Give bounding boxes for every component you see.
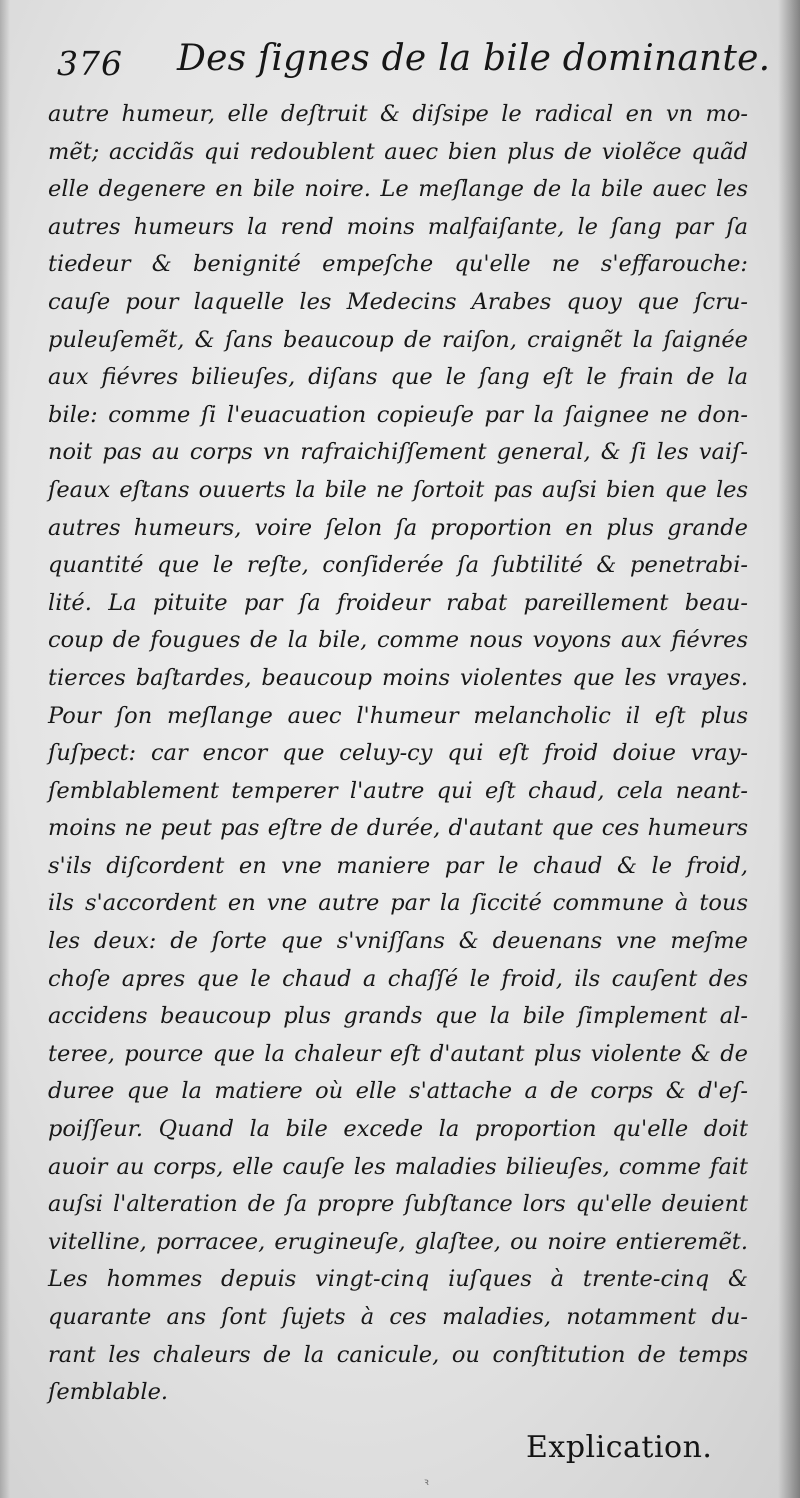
signature-mark: ꝛ [424, 1477, 429, 1488]
text-line: duree que la matiere où elle s'attache a de corps & d'eſ- [48, 1078, 748, 1105]
text-line: autres humeurs la rend moins malfaiſante, le ſang par ſa [48, 213, 748, 240]
text-line: auoir au corps, elle cauſe les maladies bilieuſes, comme fait [48, 1153, 748, 1180]
text-line: s'ils diſcordent en vne maniere par le chaud & le froid, [48, 852, 748, 879]
text-line: choſe apres que le chaud a chaſſé le froid, ils cauſent des [48, 965, 748, 992]
text-line: teree, pource que la chaleur eſt d'autant plus violente & de [48, 1040, 748, 1067]
text-line: accidens beaucoup plus grands que la bile ſimplement al- [48, 1003, 748, 1030]
page-number: 376 [57, 44, 123, 83]
catchword: Explication. [526, 1430, 713, 1465]
text-line: cauſe pour laquelle les Medecins Arabes quoy que ſcru- [48, 288, 748, 315]
text-line: bile: comme ſi l'euacuation copieuſe par la ſaignee ne don- [48, 401, 748, 428]
running-title: Des ſignes de la bile dominante. [177, 38, 771, 79]
body-text [48, 96, 748, 1412]
text-line: Les hommes depuis vingt-cinq iuſques à trente-cinq & [48, 1266, 748, 1293]
text-line: poiſſeur. Quand la bile excede la proportion qu'elle doit [48, 1116, 748, 1143]
text-line: ſeaux eſtans ouuerts la bile ne ſortoit pas auſsi bien que les [48, 476, 748, 503]
text-line: aux fiévres bilieuſes, diſans que le ſang eſt le frain de la [48, 364, 748, 391]
text-line: moins ne peut pas eſtre de durée, d'autant que ces humeurs [48, 815, 748, 842]
text-line: les deux: de ſorte que s'vniſſans & deuenans vne meſme [48, 928, 748, 955]
text-line: ſuſpect: car encor que celuy-cy qui eſt froid doiue vray- [48, 740, 748, 767]
text-line: noit pas au corps vn rafraichiſſement general, & ſi les vaiſ- [48, 439, 748, 466]
text-line: ils s'accordent en vne autre par la ſiccité commune à tous [48, 890, 748, 917]
text-line: quantité que le reſte, conſiderée ſa ſubtilité & penetrabi- [48, 552, 748, 579]
text-line: autres humeurs, voire ſelon ſa proportion en plus grande [48, 514, 748, 541]
page-header [57, 36, 771, 92]
text-line: ſemblable. [48, 1379, 169, 1406]
text-line: puleuſemẽt, & ſans beaucoup de raiſon, craignẽt la ſaignée [48, 326, 748, 353]
text-line: lité. La pituite par ſa froideur rabat pareillement beau- [48, 589, 748, 616]
text-line: tiedeur & benignité empeſche qu'elle ne s'effarouche: [48, 251, 748, 278]
text-line: elle degenere en bile noire. Le meſlange de la bile auec les [48, 176, 748, 203]
text-line: tierces baſtardes, beaucoup moins violentes que les vrayes. [48, 664, 748, 691]
text-line: coup de fougues de la bile, comme nous voyons aux fiévres [48, 627, 748, 654]
text-line: auſsi l'alteration de ſa propre ſubſtance lors qu'elle deuient [48, 1191, 748, 1218]
text-line: autre humeur, elle deſtruit & diſsipe le radical en vn mo- [48, 101, 748, 127]
text-line: quarante ans ſont ſujets à ces maladies, notamment du- [48, 1304, 748, 1330]
text-line: mẽt; accidãs qui redoublent auec bien plus de violẽce quãd [48, 138, 748, 165]
text-line: rant les chaleurs de la canicule, ou conſtitution de temps [48, 1341, 748, 1368]
text-line: Pour ſon meſlange auec l'humeur melancholic il eſt plus [48, 702, 748, 729]
text-line: ſemblablement temperer l'autre qui eſt chaud, cela neant- [48, 777, 748, 804]
text-line: vitelline, porracee, erugineuſe, glaſtee, ou noire entieremẽt. [48, 1228, 748, 1255]
